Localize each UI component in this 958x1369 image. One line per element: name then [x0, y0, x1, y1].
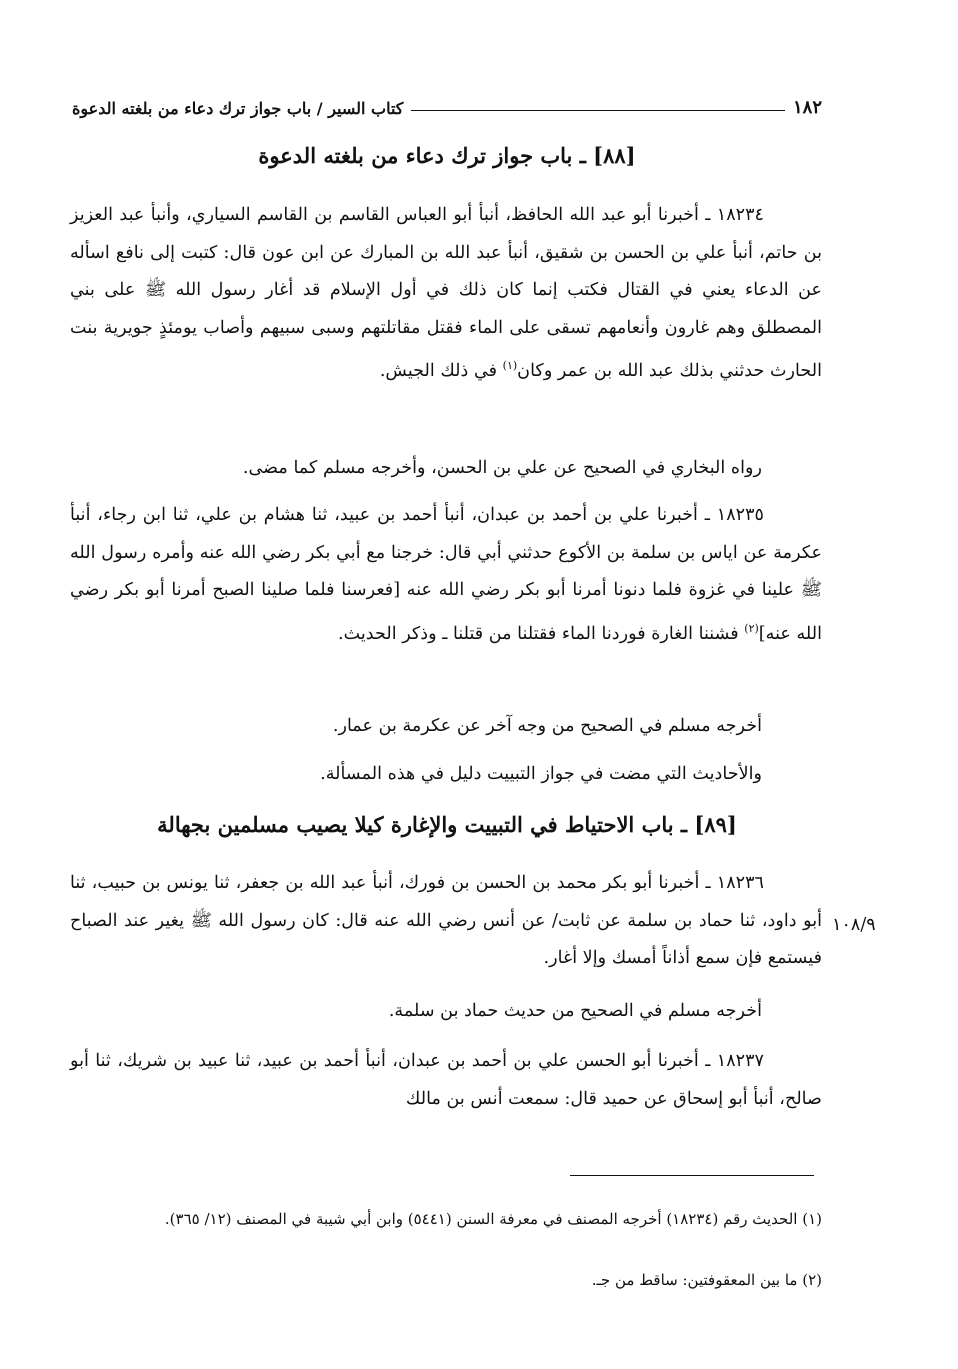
hadith-18234: [70, 197, 822, 390]
margin-reference: ١٠٨/٩: [832, 915, 876, 935]
page-number: ١٨٢: [792, 97, 822, 118]
takhrij-note-1: رواه البخاري في الصحيح عن علي بن الحسن، وأخرجه مسلم كما مضى.: [242, 458, 762, 478]
footnote-1: (١) الحديث رقم (١٨٢٣٤) أخرجه المصنف في معرفة السنن (٥٤٤١) وابن أبي شيبة في المصنف (١٢/ ٣٦٥).: [164, 1210, 822, 1228]
header-rule: [411, 110, 785, 111]
takhrij-note-4: أخرجه مسلم في الصحيح من حديث حماد بن سلمة.: [388, 1001, 762, 1021]
hadith-18234-text: ١٨٢٣٤ ـ أخبرنا أبو عبد الله الحافظ، أنبأ أبو العباس القاسم بن القاسم السياري، وأنبأ عبد العزيز بن حاتم، أنبأ علي بن الحسن بن شقيق، أنبأ عبد الله بن المبارك عن ابن عون قال: كتبت إلى نافع اسأله عن الدعاء يعني في القتال فكتب إنما كان ذلك في أول الإسلام قد أغار رسول الله ﷺ على بني المصطلق وهم غارون وأنعامهم تسقى على الماء فقتل مقاتلتهم وسبى سبيهم وأصاب يومئذٍ جويرية بنت الحارث حدثني بذلك عبد الله بن عمر وكان: [70, 205, 822, 381]
hadith-18234-end: في ذلك الجيش.: [379, 360, 503, 381]
chapter-heading-88: [٨٨] ـ باب جواز ترك دعاء من بلغته الدعوة: [258, 143, 636, 168]
hadith-18237: ١٨٢٣٧ ـ أخبرنا أبو الحسن علي بن أحمد بن عبدان، أنبأ أحمد بن عبيد، ثنا عبيد بن شريك، ثنا أبو صالح، أنبأ أبو إسحاق عن حميد قال: سمعت أنس بن مالك: [70, 1051, 822, 1109]
chapter-heading-89: [٨٩] ـ باب الاحتياط في التبييت والإغارة كيلا يصيب مسلمين بجهالة: [157, 812, 737, 837]
takhrij-note-3: والأحاديث التي مضت في جواز التبييت دليل في هذه المسألة.: [320, 764, 762, 784]
hadith-18235: [70, 497, 822, 653]
hadith-18236: ١٨٢٣٦ ـ أخبرنا أبو بكر محمد بن الحسن بن فورك، أنبأ عبد الله بن جعفر، ثنا يونس بن حبيب، ثنا أبو داود، ثنا حماد بن سلمة عن ثابت/ عن أنس رضي الله عنه قال: كان رسول الله ﷺ يغير عند الصباح فيستمع فإن سمع أذاناً أمسك وإلا أغار.: [70, 873, 822, 968]
hadith-18235-text: ١٨٢٣٥ ـ أخبرنا علي بن أحمد بن عبدان، أنبأ أحمد بن عبيد، ثنا هشام بن علي، ثنا ابن رجاء، أنبأ عكرمة عن اياس بن سلمة بن الأكوع حدثني أبي قال: خرجنا مع أبي بكر رضي الله عنه وأمره رسول الله ﷺ علينا في غزوة فلما دنونا أمرنا أبو بكر رضي الله عنه [فعرسنا فلما صلينا الصبح أمرنا أبو بكر رضي الله عنه]: [70, 505, 822, 644]
takhrij-note-2: أخرجه مسلم في الصحيح من وجه آخر عن عكرمة بن عمار.: [332, 716, 762, 736]
footnote-ref-2: (٢): [744, 621, 759, 635]
running-header: [72, 88, 822, 118]
hadith-18235-end: فشننا الغارة فوردنا الماء فقتلنا من قتلنا ـ وذكر الحديث.: [338, 623, 745, 644]
footnote-2: (٢) ما بين المعقوفتين: ساقط من جـ.: [591, 1271, 822, 1289]
footnote-separator: [570, 1175, 814, 1176]
footnote-ref-1: (١): [502, 359, 518, 372]
running-title: كتاب السير / باب جواز ترك دعاء من بلغته الدعوة: [72, 99, 404, 118]
